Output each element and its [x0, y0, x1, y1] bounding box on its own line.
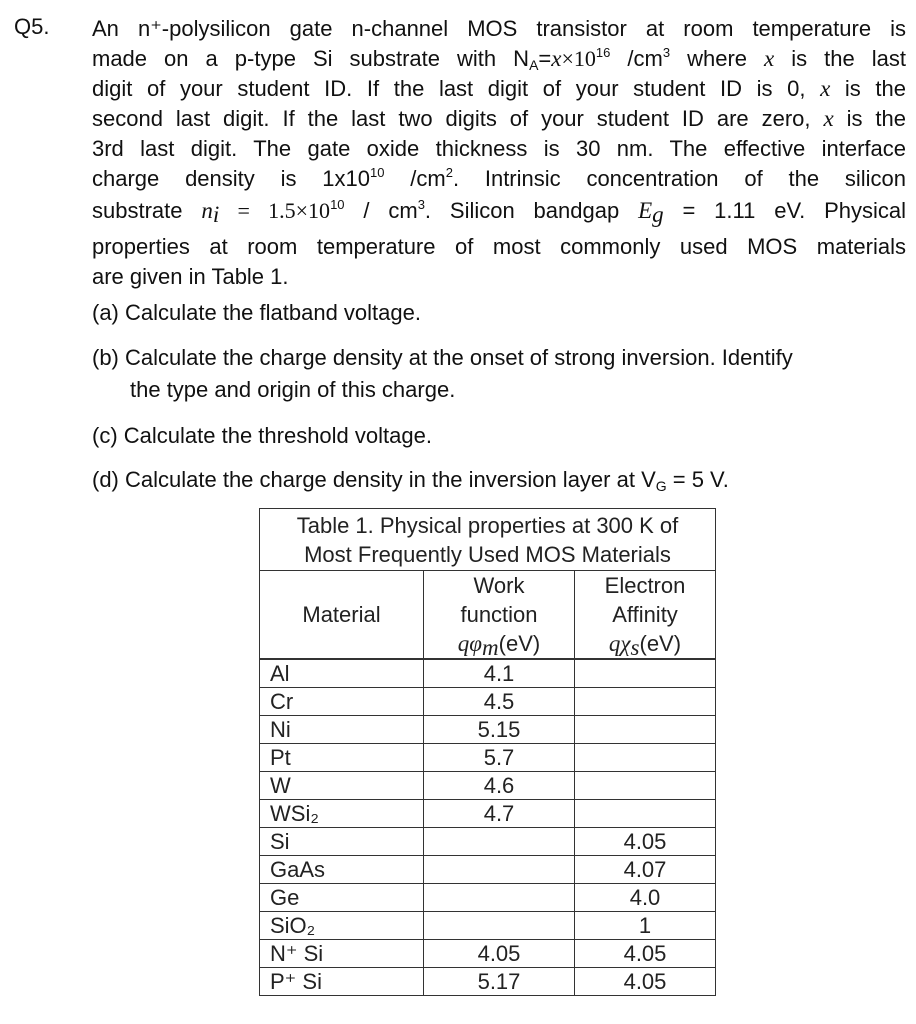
table-body	[260, 659, 716, 996]
table-row	[260, 659, 716, 688]
electron-affinity-cell: 4.05	[575, 940, 716, 968]
electron-affinity-cell	[575, 659, 716, 688]
table-caption: Table 1. Physical properties at 300 K of Most Frequently Used MOS Materials	[260, 509, 716, 571]
electron-affinity-cell: 4.0	[575, 884, 716, 912]
electron-affinity-cell	[575, 744, 716, 772]
part-b-line2: the type and origin of this charge.	[130, 377, 456, 402]
material-cell: N⁺ Si	[260, 940, 424, 968]
statement-line: properties at room temperature of most commonly used MOS materials	[92, 234, 906, 259]
work-function-cell	[424, 856, 575, 884]
electron-affinity-cell	[575, 688, 716, 716]
material-cell: GaAs	[260, 856, 424, 884]
material-cell: Al	[260, 659, 424, 688]
table-row	[260, 800, 716, 828]
material-cell: Pt	[260, 744, 424, 772]
work-function-cell: 4.6	[424, 772, 575, 800]
work-function-cell: 5.15	[424, 716, 575, 744]
electron-affinity-cell: 1	[575, 912, 716, 940]
table-header-row	[260, 571, 716, 660]
statement-line: charge density is $1x10^{10}$ $/cm^2$. Intrinsic concentration of the silicon	[92, 165, 907, 191]
work-function-cell: 4.5	[424, 688, 575, 716]
work-function-cell: 5.17	[424, 968, 575, 996]
materials-table	[259, 508, 716, 996]
material-cell: SiO₂	[260, 912, 424, 940]
electron-affinity-cell: 4.05	[575, 968, 716, 996]
work-function-cell: 4.1	[424, 659, 575, 688]
statement-line: are given in Table 1.	[92, 264, 289, 289]
part-b	[92, 342, 793, 406]
electron-affinity-cell	[575, 772, 716, 800]
material-cell: W	[260, 772, 424, 800]
header-work-function: Work function $q\varphi_m(eV)$	[424, 571, 575, 660]
header-material: Material	[260, 571, 424, 660]
table-row	[260, 772, 716, 800]
table-row	[260, 884, 716, 912]
table-row	[260, 688, 716, 716]
table-row	[260, 940, 716, 968]
statement-line: second last digit. If the last two digits of your student ID are zero, x is the	[92, 106, 907, 131]
statement-line: digit of your student ID. If the last digit of your student ID is 0, x is the	[92, 76, 906, 101]
table-row	[260, 828, 716, 856]
material-cell: Cr	[260, 688, 424, 716]
part-a: (a) Calculate the flatband voltage.	[92, 300, 421, 325]
table-row	[260, 744, 716, 772]
work-function-cell: 4.05	[424, 940, 575, 968]
table-row	[260, 912, 716, 940]
work-function-cell: 5.7	[424, 744, 575, 772]
material-cell: Si	[260, 828, 424, 856]
material-cell: Ni	[260, 716, 424, 744]
electron-affinity-cell: 4.05	[575, 828, 716, 856]
electron-affinity-cell	[575, 716, 716, 744]
statement-line: made on a p-type Si substrate with $N_A=x\times 10^{16}$ $/cm^3$ where x is the last	[92, 45, 907, 73]
electron-affinity-cell	[575, 800, 716, 828]
header-electron-affinity: Electron Affinity $q\chi_s(eV)$	[575, 571, 716, 660]
table-row	[260, 856, 716, 884]
work-function-cell	[424, 912, 575, 940]
electron-affinity-cell: 4.07	[575, 856, 716, 884]
question-statement	[92, 14, 906, 292]
material-cell: WSi₂	[260, 800, 424, 828]
part-b-line1: (b) Calculate the charge density at the onset of strong inversion. Identify	[92, 345, 793, 370]
material-cell: Ge	[260, 884, 424, 912]
part-d: (d) Calculate the charge density in the inversion layer at $V_G = 5$ V.	[92, 467, 729, 494]
statement-line: 3rd last digit. The gate oxide thickness is 30 nm. The effective interface	[92, 136, 906, 161]
question-number: Q5.	[14, 14, 50, 39]
statement-line: An n⁺-polysilicon gate n-channel MOS transistor at room temperature is	[92, 16, 906, 41]
part-c: (c) Calculate the threshold voltage.	[92, 423, 432, 448]
work-function-cell	[424, 828, 575, 856]
work-function-cell	[424, 884, 575, 912]
work-function-cell: 4.7	[424, 800, 575, 828]
material-cell: P⁺ Si	[260, 968, 424, 996]
statement-line: substrate $n_i = 1.5\times 10^{10} / cm^3$. Silicon bandgap $E_g = 1.11$ eV. Physical	[92, 197, 907, 227]
table-row	[260, 968, 716, 996]
table-row	[260, 716, 716, 744]
